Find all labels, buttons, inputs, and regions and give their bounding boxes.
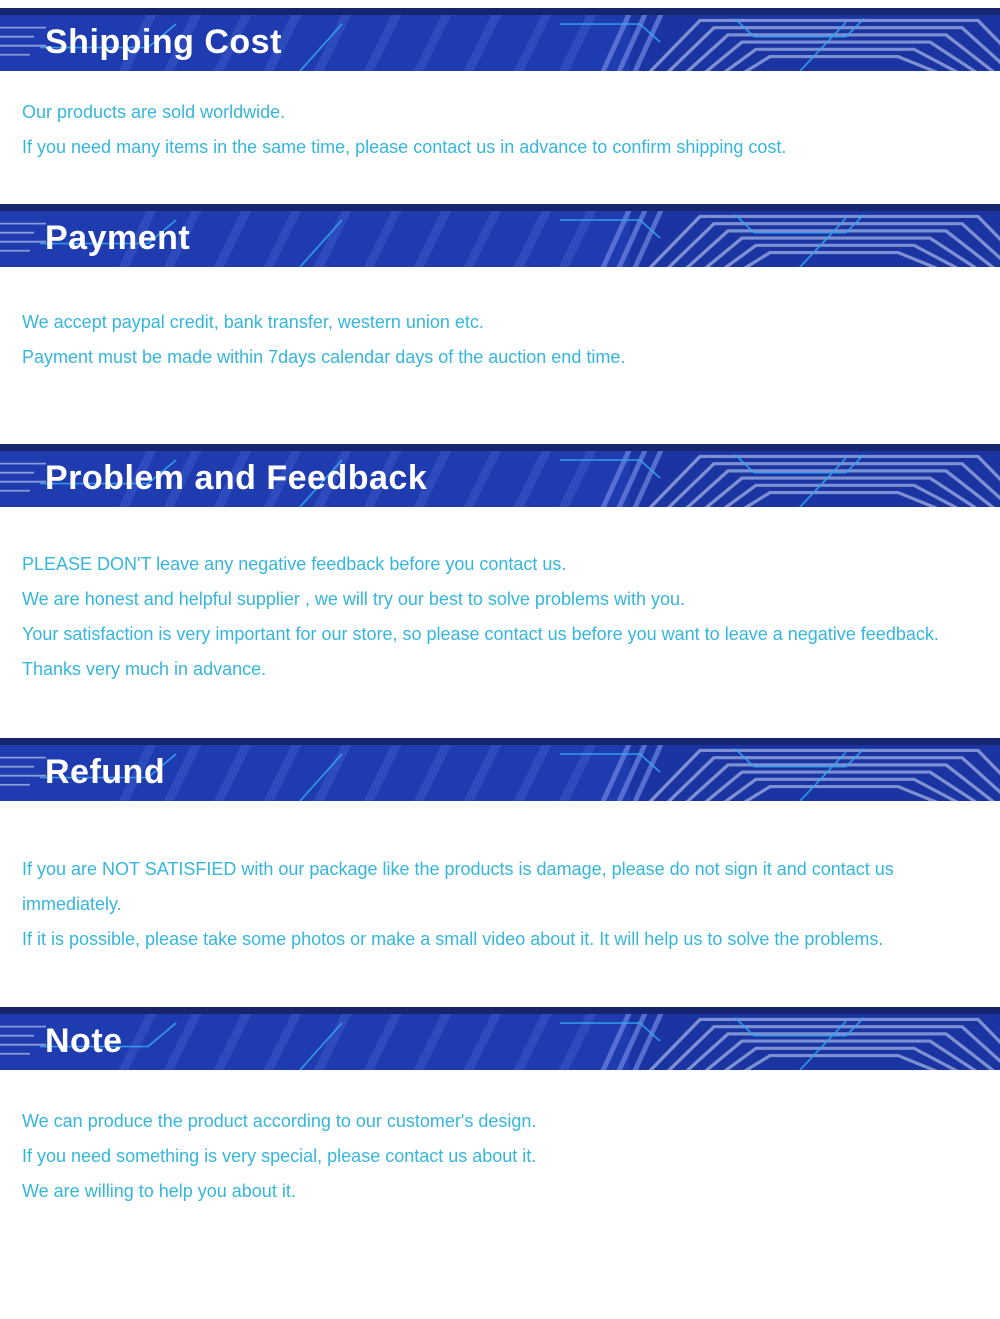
section-paragraph: We are honest and helpful supplier , we will try our best to solve problems with you. — [22, 589, 685, 609]
section-note — [0, 1007, 1000, 1209]
section-body — [0, 1070, 1000, 1209]
section-body — [0, 507, 1000, 687]
section-title: Shipping Cost — [45, 23, 282, 61]
section-title: Payment — [45, 219, 191, 257]
section-banner — [0, 8, 1000, 71]
section-body — [0, 801, 1000, 957]
section-title: Refund — [45, 753, 166, 791]
section-paragraph: We are willing to help you about it. — [22, 1181, 296, 1201]
section-paragraph: Our products are sold worldwide. — [22, 102, 286, 122]
section-paragraph: Your satisfaction is very important for our store, so please contact us before you want to leave a negative feedback. — [22, 624, 939, 644]
section-paragraph: If it is possible, please take some photos or make a small video about it. It will help us to solve the problems. — [22, 929, 884, 949]
section-body — [0, 267, 1000, 375]
section-banner — [0, 444, 1000, 507]
section-title: Note — [45, 1022, 123, 1060]
section-paragraph: If you need something is very special, please contact us about it. — [22, 1146, 537, 1166]
section-banner — [0, 204, 1000, 267]
section-paragraph: Thanks very much in advance. — [22, 659, 267, 679]
section-paragraph: PLEASE DON'T leave any negative feedback before you contact us. — [22, 554, 567, 574]
section-problem-and-feedback — [0, 444, 1000, 687]
section-banner — [0, 738, 1000, 801]
section-paragraph: Payment must be made within 7days calendar days of the auction end time. — [22, 347, 626, 367]
section-shipping-cost — [0, 8, 1000, 165]
section-refund — [0, 738, 1000, 957]
section-paragraph: We accept paypal credit, bank transfer, western union etc. — [22, 312, 484, 332]
section-paragraph: We can produce the product according to our customer's design. — [22, 1111, 537, 1131]
section-body — [0, 71, 1000, 165]
section-title: Problem and Feedback — [45, 459, 428, 497]
section-paragraph: If you need many items in the same time, please contact us in advance to confirm shipping cost. — [22, 137, 787, 157]
section-paragraph: If you are NOT SATISFIED with our package like the products is damage, please do not sign it and contact us immediately. — [22, 859, 894, 914]
section-payment — [0, 204, 1000, 375]
section-banner — [0, 1007, 1000, 1070]
